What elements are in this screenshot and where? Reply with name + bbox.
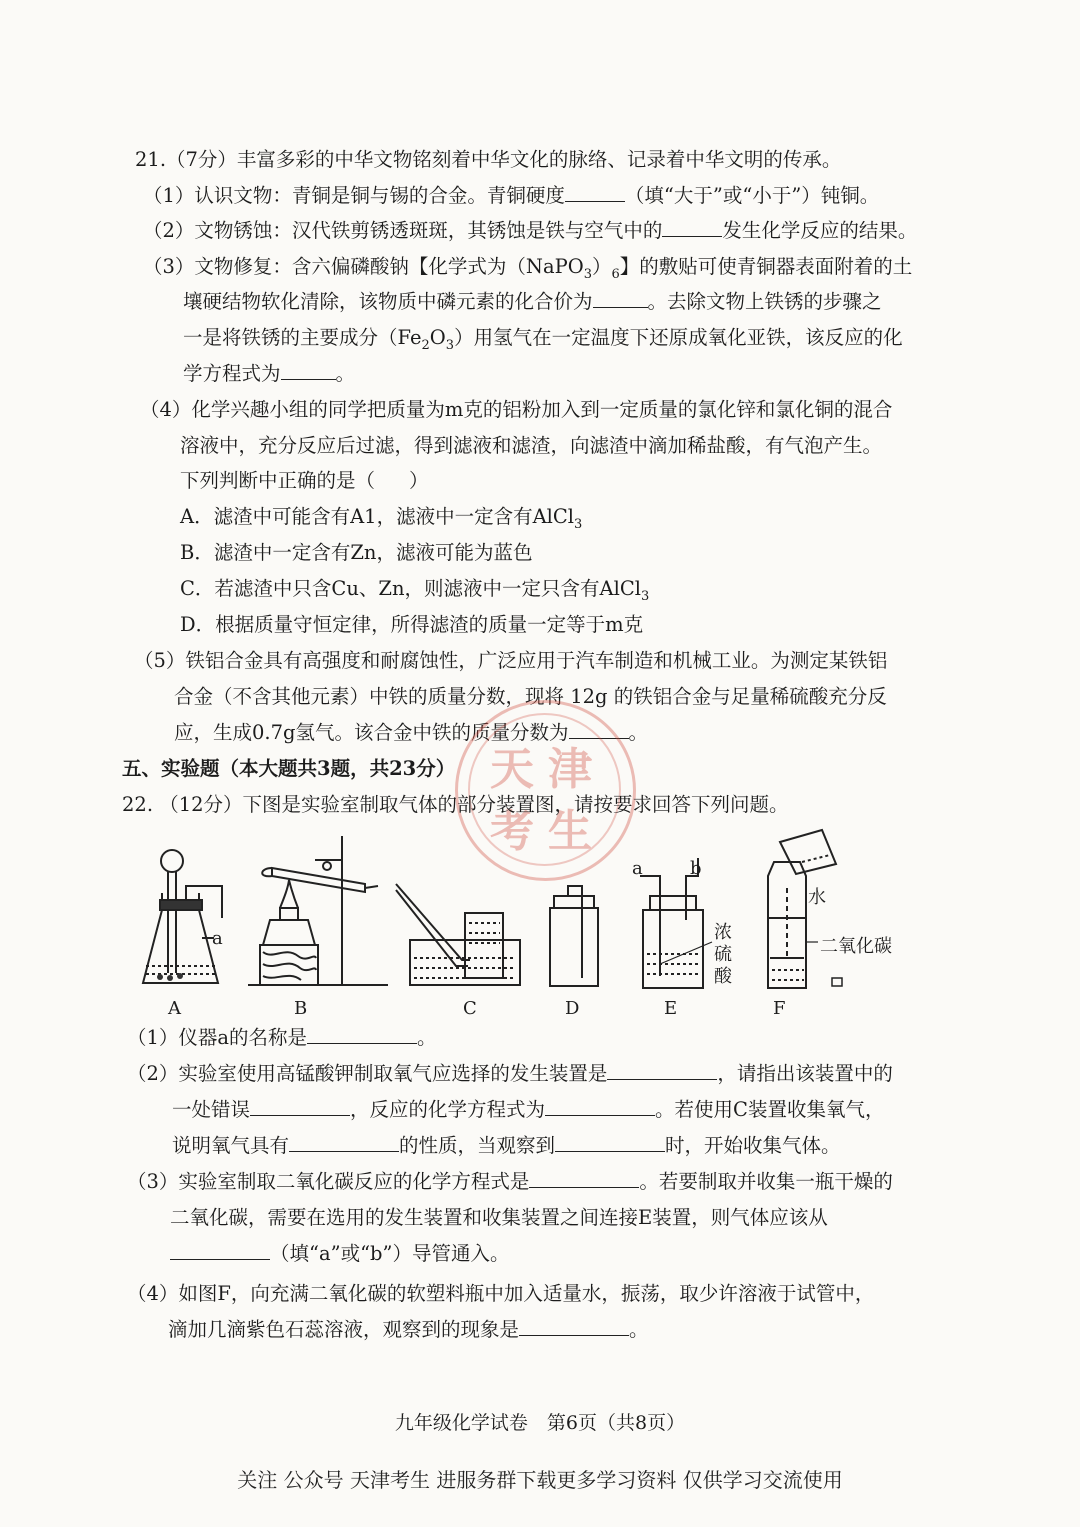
answer-blank[interactable] [593, 289, 648, 308]
answer-blank[interactable] [565, 183, 625, 202]
q21-part3-line2: 壤硬结物软化清除，该物质中磷元素的化合价为 。去除文物上铁锈的步骤之 [183, 290, 882, 313]
watermark-notice: 关注 公众号 天津考生 进服务群下载更多学习资料 仅供学习交流使用 [237, 1468, 843, 1492]
q21-part4-line2: 溶液中，充分反应后过滤，得到滤液和滤渣，向滤渣中滴加稀盐酸，有气泡产生。 [180, 434, 883, 457]
q22-part1: （1）仪器a的名称是 。 [127, 1026, 437, 1049]
label-acid-1: 浓 [714, 922, 732, 943]
option-b[interactable]: B．滤渣中一定含有Zn，滤液可能为蓝色 [180, 541, 533, 564]
figure-label-d: D [565, 998, 580, 1019]
figure-label-f: F [773, 998, 786, 1019]
answer-blank[interactable] [545, 1097, 655, 1116]
answer-blank[interactable] [607, 1061, 717, 1080]
answer-blank[interactable] [170, 1241, 270, 1260]
answer-blank[interactable] [281, 361, 336, 380]
q22-header: 22. （12分）下图是实验室制取气体的部分装置图，请按要求回答下列问题。 [122, 793, 789, 816]
label-acid-3: 酸 [714, 966, 732, 987]
figure-label-c: C [463, 998, 477, 1019]
tianjin-kaosheng-seal: 天 津 考 生 [455, 700, 636, 881]
q21-part3-line3: 一是将铁锈的主要成分$(Fe_2O_3)$用氢气在一定温度下还原成氧化亚铁，该反应的化 [183, 326, 903, 353]
label-co2: 二氧化碳 [820, 936, 892, 957]
q21-part3-line4: 学方程式为 。 [183, 362, 356, 385]
q21-part1: （1）认识文物：青铜是铜与锡的合金。青铜硬度 （填“大于”或“小于”）钝铜。 [143, 184, 880, 207]
section-title: 五、实验题（本大题共3题，共23分） [122, 757, 456, 780]
answer-blank[interactable] [289, 1133, 399, 1152]
q21-part4-line1: （4）化学兴趣小组的同学把质量为m克的铝粉加入到一定质量的氯化锌和氯化铜的混合 [140, 398, 893, 421]
q22-part4-line1: （4）如图F，向充满二氧化碳的软塑料瓶中加入适量水，振荡，取少许溶液于试管中， [127, 1282, 875, 1305]
q22-part2-line3: 说明氧气具有 的性质，当观察到 时，开始收集气体。 [172, 1134, 841, 1157]
apparatus-a [143, 850, 222, 983]
label-b-tube: b [690, 858, 702, 879]
apparatus-f [768, 830, 842, 988]
figure-label-a: A [168, 998, 181, 1019]
q21-part5-line1: （5）铁铝合金具有高强度和耐腐蚀性，广泛应用于汽车制造和机械工业。为测定某铁铝 [134, 649, 888, 672]
option-d[interactable]: D．根据质量守恒定律，所得滤渣的质量一定等于m克 [180, 613, 644, 636]
apparatus-d [550, 886, 598, 986]
apparatus-c [396, 884, 520, 985]
page-footer: 九年级化学试卷 第6页（共8页） [394, 1412, 686, 1434]
answer-blank[interactable] [307, 1025, 417, 1044]
figure-label-b: B [294, 998, 308, 1019]
q22-part3-line2: 二氧化碳，需要在选用的发生装置和收集装置之间连接E装置，则气体应该从 [170, 1206, 828, 1229]
option-a[interactable]: A．滤渣中可能含有A1，滤液中一定含有AlCl$_3$ [180, 505, 583, 532]
q21-part5-line2: 合金（不含其他元素）中铁的质量分数，现将 12g 的铁铝合金与足量稀硫酸充分反 [174, 685, 887, 708]
label-a-arrow: a [212, 928, 223, 949]
label-a-tube: a [632, 858, 643, 879]
lab-apparatus-figure [120, 828, 940, 1028]
q21-part3-line1: （3）文物修复：含六偏磷酸钠【化学式为$(NaPO_3)_6$】的敷贴可使青铜器表面附着的土 [143, 255, 913, 282]
q21-part5-line3: 应，生成0.7g氢气。该合金中铁的质量分数为 。 [174, 721, 649, 744]
option-c[interactable]: C．若滤渣中只含Cu、Zn，则滤液中一定只含有AlCl$_3$ [180, 577, 650, 604]
apparatus-b [248, 836, 388, 985]
q21-part2: （2）文物锈蚀：汉代铁剪锈透斑斑，其锈蚀是铁与空气中的 发生化学反应的结果。 [143, 219, 918, 242]
answer-blank[interactable] [662, 218, 722, 237]
q22-part3-line3: （填“a”或“b”）导管通入。 [170, 1240, 510, 1268]
label-acid-2: 硫 [714, 944, 732, 965]
label-water: 水 [808, 887, 826, 908]
answer-blank[interactable] [250, 1097, 350, 1116]
q22-part2-line1: （2）实验室使用高锰酸钾制取氧气应选择的发生装置是 ，请指出该装置中的 [127, 1062, 893, 1085]
answer-blank[interactable] [555, 1133, 665, 1152]
q22-part4-line2: 滴加几滴紫色石蕊溶液，观察到的现象是 。 [168, 1318, 649, 1341]
q21-part4-line3: 下列判断中正确的是（ ） [180, 469, 429, 492]
answer-blank[interactable] [529, 1169, 639, 1188]
figure-label-e: E [664, 998, 678, 1019]
q22-part3-line1: （3）实验室制取二氧化碳反应的化学方程式是 。若要制取并收集一瓶干燥的 [127, 1170, 893, 1193]
answer-blank[interactable] [519, 1317, 629, 1336]
q22-part2-line2: 一处错误 ，反应的化学方程式为 。若使用C装置收集氧气， [172, 1098, 885, 1121]
q21-header: 21.（7分）丰富多彩的中华文物铭刻着中华文化的脉络、记录着中华文明的传承。 [135, 148, 842, 171]
